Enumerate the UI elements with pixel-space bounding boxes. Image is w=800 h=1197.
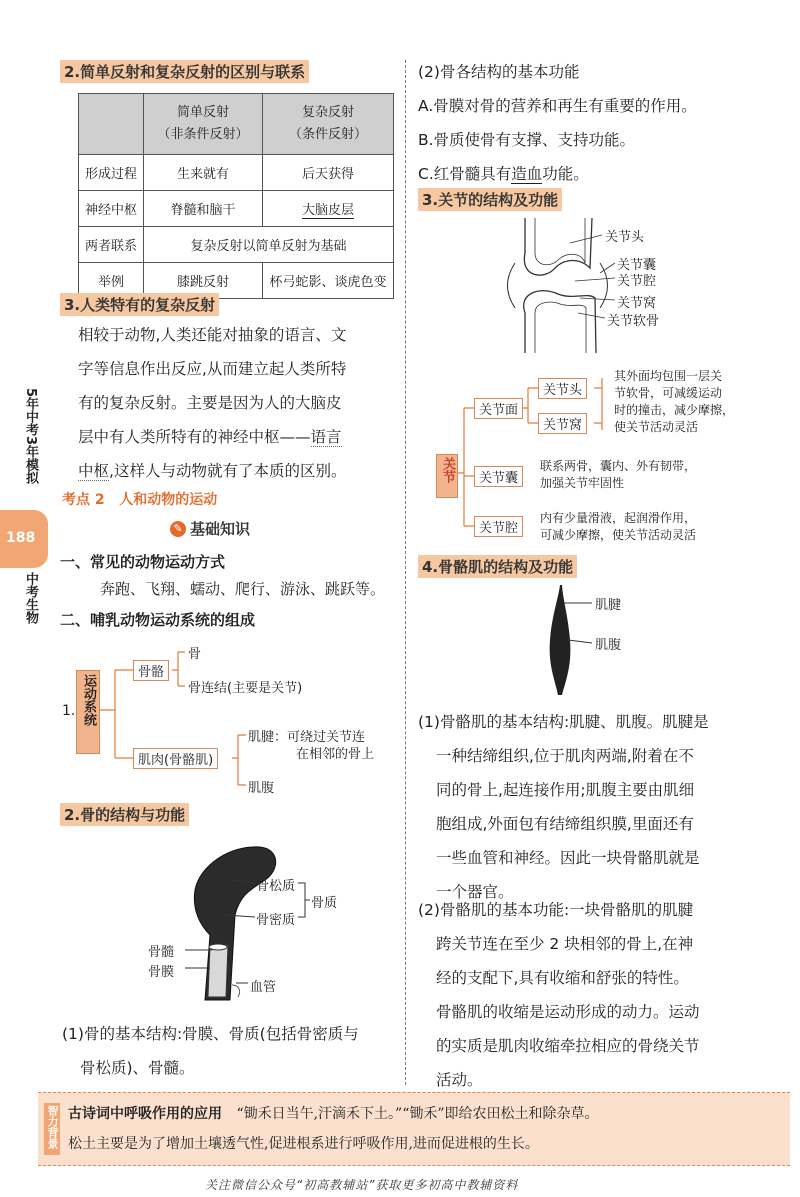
page-number-tab [0, 510, 48, 568]
tree-leaf-jifu: 肌腹 [248, 781, 275, 796]
table-cell: 形成过程 [79, 155, 144, 191]
desc-line: 其外面均包围一层关 [614, 369, 723, 383]
bone-label-gumo: 骨膜 [148, 965, 175, 980]
table-head-simple [144, 94, 263, 155]
para-line: 活动。 [436, 1071, 483, 1089]
para-line: 胞组成,外面包有结缔组织膜,里面还有 [436, 815, 694, 833]
tree-node-jirou: 肌肉(骨骼肌) [133, 748, 218, 769]
table-head-complex [263, 94, 394, 155]
table-cell: 膝跳反射 [144, 263, 263, 299]
desc-line: 时的撞击，减少摩擦， [614, 403, 735, 417]
muscle-figure [540, 585, 700, 700]
para-line: 有的复杂反射。主要是因为人的大脑皮 [78, 394, 342, 412]
bone-label-xueguan: 血管 [250, 980, 277, 995]
para-line [78, 454, 398, 488]
table-cell: 杯弓蛇影、谈虎色变 [263, 263, 394, 299]
joint-figure [500, 218, 720, 358]
side-label-top [22, 388, 38, 484]
muscle-structure-text [418, 705, 790, 909]
side-bottom-text: 中考生物 [23, 572, 38, 624]
desc-line: 可减少摩擦，使关节活动灵活 [540, 528, 697, 542]
joint-cavity-desc [540, 510, 696, 544]
para-line: B.骨质使骨有支撑、支持功能。 [418, 131, 636, 149]
para-text: 层中有人类所特有的神经中枢—— [78, 428, 311, 446]
para-line: 同的骨上,起连接作用;肌腹主要由肌细 [436, 781, 695, 799]
joint-label: 关节窝 [617, 296, 657, 311]
tree-leaf-jijian: 肌腱：可绕过关节连 [248, 730, 366, 745]
head-complex-1: 复杂反射 [301, 105, 354, 120]
joint-label: 关节腔 [617, 274, 657, 289]
side-top-text: 5年中考3年模拟 [23, 388, 38, 485]
table-row [79, 191, 394, 227]
footer-badge-label: 智力背景 [46, 1105, 59, 1149]
head-simple-1: 简单反射 [176, 105, 229, 120]
column-divider [405, 60, 406, 1085]
para-line: 的实质是肌肉收缩牵拉相应的骨绕关节 [436, 1037, 700, 1055]
para-line: (1)骨的基本结构:骨膜、骨质(包括骨密质与 [62, 1025, 359, 1043]
head-complex-2: （条件反射） [288, 127, 367, 142]
watermark-text: 关注微信公众号“初高教辅站”获取更多初高中教辅资料 [205, 1178, 519, 1192]
basic-knowledge-banner [170, 518, 250, 539]
para-text: ,这样人与动物就有了本质的区别。 [109, 462, 347, 480]
para-line [418, 157, 788, 191]
muscle-label-belly: 肌腹 [595, 638, 622, 653]
para-text: 功能。 [542, 165, 589, 183]
para-text: C.红骨髓具有 [418, 165, 512, 183]
table-header-row [79, 94, 394, 155]
joint-head-box: 关节头 [538, 378, 587, 399]
tree-number: 1. [62, 703, 76, 719]
para-line: A.骨膜对骨的营养和再生有重要的作用。 [418, 97, 697, 115]
heading-motion-types: 一、常见的动物运动方式 [60, 553, 226, 571]
joint-socket-box: 关节窝 [538, 413, 587, 434]
desc-line: 节软骨，可减缓运动 [614, 386, 723, 400]
para-emph: 造血 [511, 165, 543, 183]
joint-tree [432, 368, 782, 548]
tree-leaf-jijian-2: 在相邻的骨上 [296, 747, 375, 762]
head-simple-2: （非条件反射） [157, 127, 249, 142]
footer-box [38, 1092, 790, 1166]
footer-badge [44, 1103, 60, 1155]
para-line [78, 420, 398, 454]
desc-line: 加强关节牢固性 [540, 476, 625, 490]
joint-capsule-desc [540, 458, 696, 492]
motion-types-body: 奔跑、飞翔、蠕动、爬行、游泳、跳跃等。 [100, 580, 386, 598]
footer-text-1: “锄禾日当午,汗滴禾下土。”“锄禾”即给农田松土和除杂草。 [236, 1106, 599, 1122]
bone-label-suisui: 骨髓 [148, 945, 175, 960]
heading-motion-system: 二、哺乳动物运动系统的组成 [60, 611, 256, 629]
table-cell: 生来就有 [144, 155, 263, 191]
joint-capsule-box: 关节囊 [474, 466, 523, 487]
section-title-reflex-diff: 2.简单反射和复杂反射的区别与联系 [60, 60, 309, 83]
table-row [79, 155, 394, 191]
side-label-bottom [22, 572, 38, 624]
desc-line: 联系两骨，囊内、外有韧带， [540, 459, 697, 473]
table-cell-text: 大脑皮层 [301, 203, 354, 218]
kaodian-title: 考点 2 人和动物的运动 [62, 492, 218, 508]
table-cell: 神经中枢 [79, 191, 144, 227]
human-reflex-paragraph [78, 318, 398, 488]
table-cell: 两者联系 [79, 227, 144, 263]
pencil-icon: ✎ [170, 521, 186, 537]
tree-node-gu: 骨骼 [133, 660, 169, 681]
muscle-label-tendon: 肌腱 [595, 598, 622, 613]
desc-line: 使关节活动灵活 [614, 420, 699, 434]
tree-root-box [76, 670, 100, 754]
footer-title: 古诗词中呼吸作用的应用 [68, 1106, 222, 1122]
joint-cavity-box: 关节腔 [474, 516, 523, 537]
reflex-table [78, 93, 394, 299]
bone-label-guzhi: 骨质 [311, 896, 338, 911]
bone-figure [130, 835, 390, 1015]
basic-knowledge-label: 基础知识 [190, 520, 251, 538]
tree-leaf-gu: 骨 [188, 647, 202, 662]
footer-line-2: 松土主要是为了增加土壤透气性,促进根系进行呼吸作用,进而促进根的生长。 [68, 1136, 539, 1152]
joint-label: 关节囊 [617, 258, 657, 273]
table-cell: 举例 [79, 263, 144, 299]
section-title-joint: 3.关节的结构及功能 [418, 188, 562, 211]
footer-line-1 [68, 1103, 599, 1123]
joint-label: 关节软骨 [607, 314, 660, 329]
para-line: (1)骨骼肌的基本结构:肌腱、肌腹。肌腱是 [418, 713, 709, 731]
para-line: 相较于动物,人类还能对抽象的语言、文 [78, 326, 347, 344]
para-line: (2)骨各结构的基本功能 [418, 63, 580, 81]
para-emph: 语言 [310, 428, 342, 446]
table-cell: 复杂反射以简单反射为基础 [144, 227, 394, 263]
joint-face-desc [614, 368, 734, 436]
table-cell: 后天获得 [263, 155, 394, 191]
bone-label-mizhi: 骨密质 [256, 913, 296, 928]
joint-label: 关节头 [605, 230, 645, 245]
section-title-bone: 2.骨的结构与功能 [60, 803, 189, 826]
para-line: 经的支配下,具有收缩和舒张的特性。 [436, 969, 689, 987]
muscle-function-text [418, 893, 790, 1097]
bone-label-songzhi: 骨松质 [256, 879, 296, 894]
desc-line: 内有少量滑液，起润滑作用， [540, 511, 697, 525]
table-cell: 脊髓和脑干 [144, 191, 263, 227]
para-line: 一种结缔组织,位于肌肉两端,附着在不 [436, 747, 694, 765]
para-line: 跨关节连在至少 2 块相邻的骨上,在神 [436, 935, 694, 953]
motion-system-tree [60, 640, 400, 800]
joint-tree-root [436, 454, 458, 498]
tree-lines [60, 640, 400, 800]
page-number: 188 [6, 530, 36, 546]
para-line: 骨骼肌的收缩是运动形成的动力。运动 [436, 1003, 700, 1021]
para-line: 骨松质)、骨髓。 [80, 1059, 195, 1077]
para-line: (2)骨骼肌的基本功能:一块骨骼肌的肌腱 [418, 901, 694, 919]
tree-leaf-gulianjie: 骨连结(主要是关节) [188, 681, 303, 696]
bone-function-list [418, 55, 788, 191]
tree-root-label: 运动系统 [81, 674, 96, 726]
joint-root-label: 关节 [440, 457, 455, 483]
table-cell [263, 191, 394, 227]
para-emph: 中枢 [78, 462, 110, 480]
joint-face-box: 关节面 [474, 398, 523, 419]
section-title-human-reflex: 3.人类特有的复杂反射 [60, 293, 219, 316]
table-corner [79, 94, 144, 155]
table-row [79, 227, 394, 263]
para-line: 一些血管和神经。因此一块骨骼肌就是 [436, 849, 700, 867]
para-line: 字等信息作出反应,从而建立起人类所特 [78, 360, 347, 378]
bone-structure-text [62, 1017, 402, 1085]
para-line: 一个器官。 [436, 883, 514, 901]
section-title-muscle: 4.骨骼肌的结构及功能 [418, 555, 577, 578]
